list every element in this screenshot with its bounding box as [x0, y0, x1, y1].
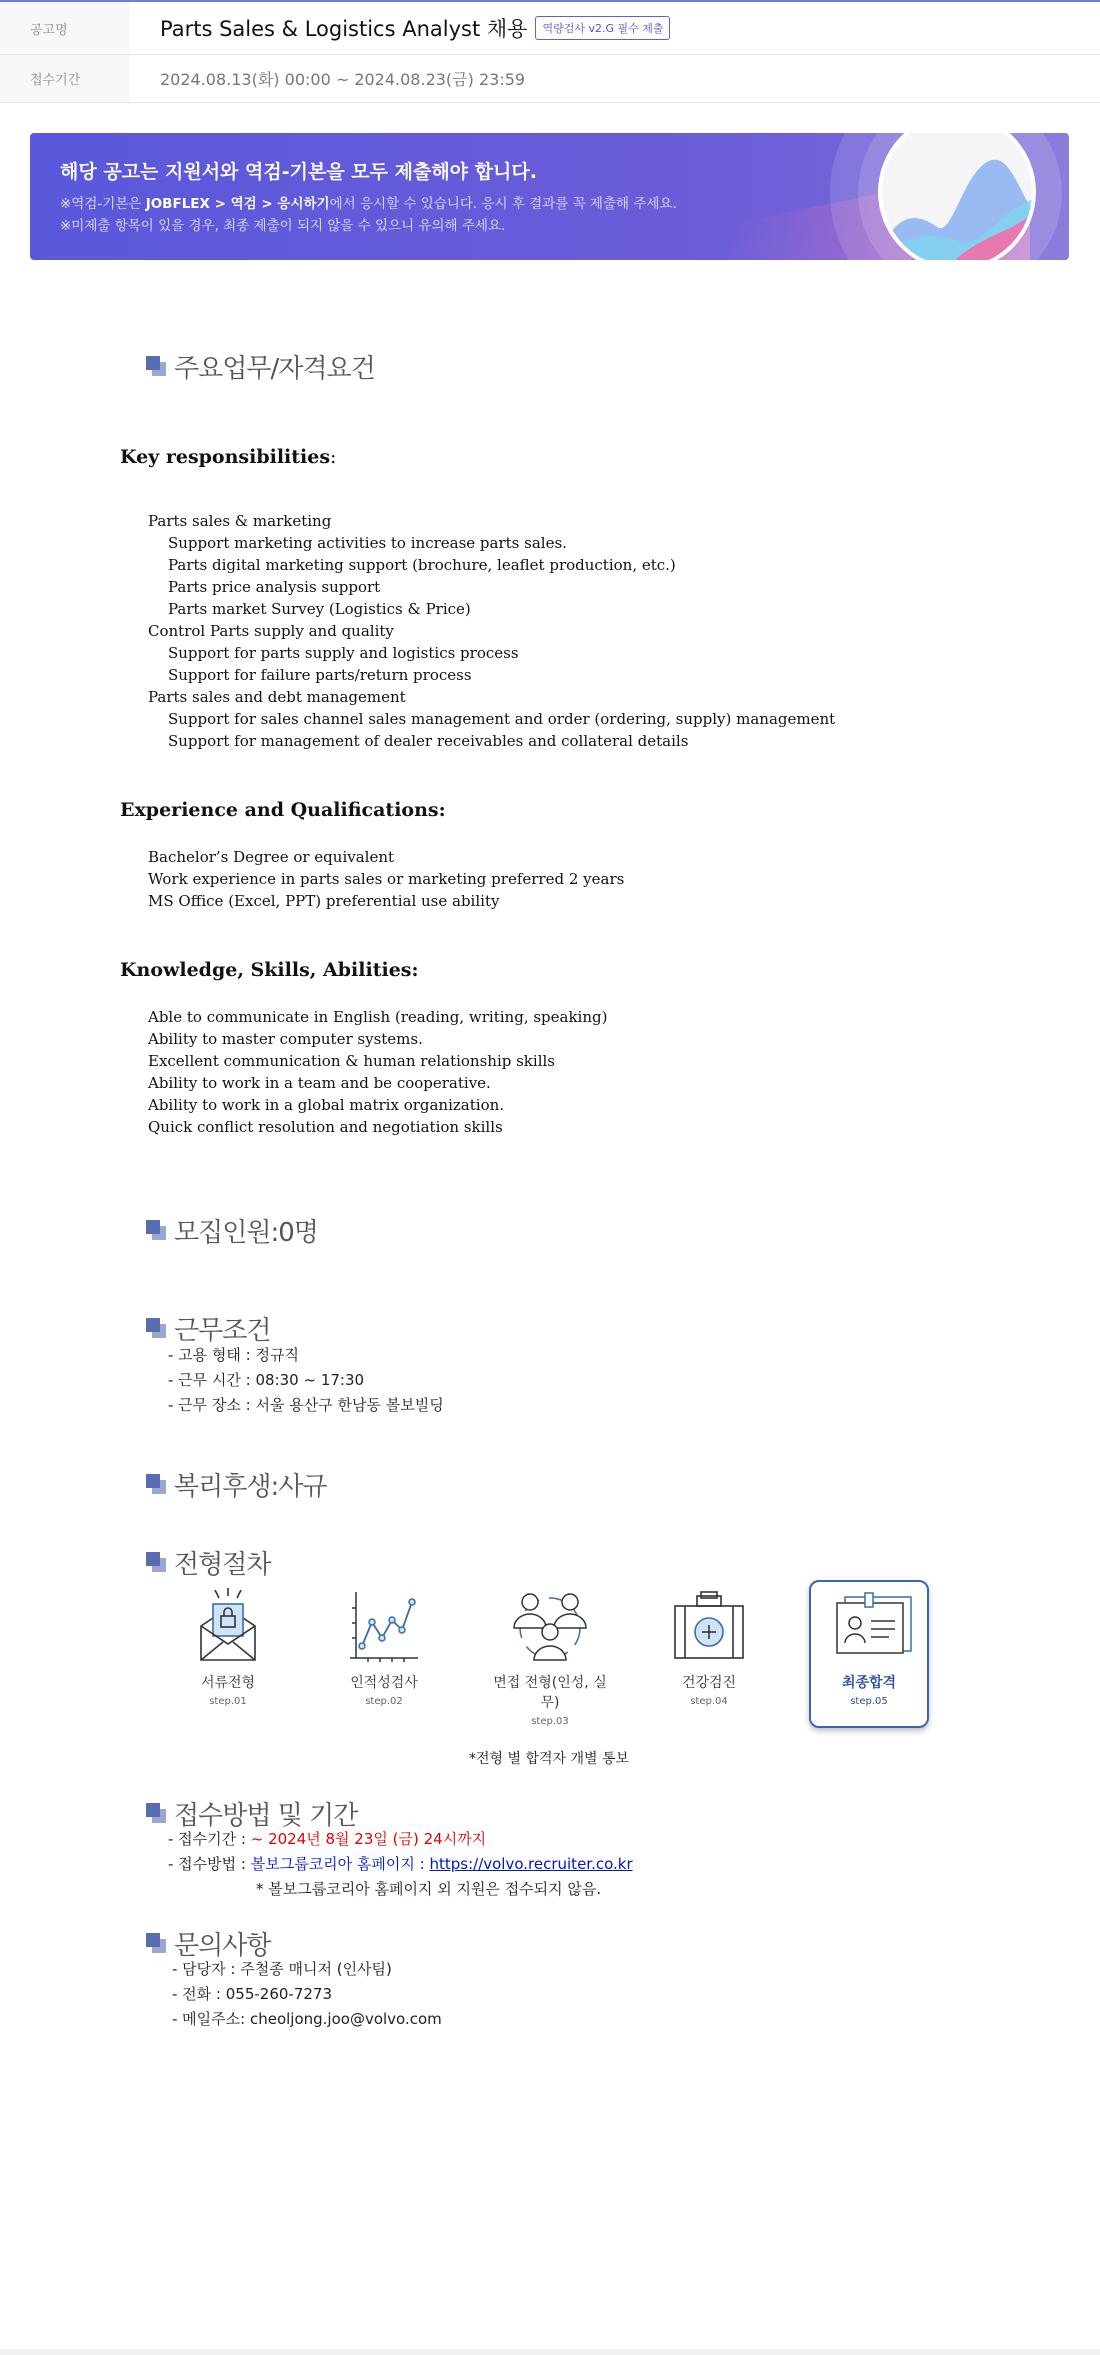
- section-process: 전형절차: [146, 1544, 270, 1581]
- step-number: step.01: [209, 1696, 247, 1707]
- condition-item: - 근무 장소 : 서울 용산구 한남동 볼보빌딩: [168, 1396, 444, 1414]
- condition-item: - 근무 시간 : 08:30 ~ 17:30: [168, 1371, 365, 1389]
- section-square-icon: [146, 1552, 168, 1574]
- title-label: 공고명: [0, 2, 130, 54]
- section-duties: 주요업무/자격요건: [146, 348, 375, 385]
- process-step-1: [168, 1582, 288, 1707]
- banner-title: 해당 공고는 지원서와 역검-기본을 모두 제출해야 합니다.: [60, 161, 537, 183]
- section-square-icon: [146, 1933, 168, 1955]
- list-item: Work experience in parts sales or marketing preferred 2 years: [148, 870, 625, 888]
- step-label: 서류전형: [200, 1675, 256, 1691]
- section-contact: 문의사항: [146, 1925, 270, 1962]
- steps-note: *전형 별 합격자 개별 통보: [469, 1751, 630, 1767]
- list-item: Support for failure parts/return process: [168, 666, 472, 684]
- section-square-icon: [146, 1474, 168, 1496]
- section-welfare: 복리후생:사규: [146, 1466, 326, 1503]
- people-group-icon: [490, 1582, 610, 1670]
- envelope-lock-icon: [168, 1582, 288, 1670]
- list-item: Ability to work in a global matrix organization.: [148, 1096, 505, 1114]
- banner-line-2: ※미제출 항목이 있을 경우, 최종 제출이 되지 않을 수 있으니 유의해 주세요.: [60, 218, 506, 234]
- skills-heading: Knowledge, Skills, Abilities:: [120, 959, 419, 981]
- footer-bar: [0, 2349, 1100, 2355]
- step-label: 건강검진: [681, 1675, 737, 1691]
- step-label: 최종합격: [841, 1675, 897, 1691]
- job-title: Parts Sales & Logistics Analyst 채용: [160, 17, 528, 41]
- apply-method: - 접수방법 : 볼보그룹코리아 홈페이지 : https://volvo.recruiter.co.kr: [168, 1855, 633, 1873]
- list-item: Able to communicate in English (reading, writing, speaking): [148, 1008, 608, 1026]
- section-square-icon: [146, 356, 168, 378]
- process-step-4: [649, 1582, 769, 1707]
- step-number: step.02: [365, 1696, 403, 1707]
- list-item: Support marketing activities to increase parts sales.: [168, 534, 567, 552]
- step-number: step.03: [531, 1716, 569, 1727]
- list-item: Parts price analysis support: [168, 578, 381, 596]
- apply-period: - 접수기간 : ~ 2024년 8월 23일 (금) 24시까지: [168, 1830, 487, 1848]
- contact-email: - 메일주소: cheoljong.joo@volvo.com: [172, 2010, 442, 2028]
- responsibilities-heading: Key responsibilities:: [120, 446, 337, 468]
- step-number: step.05: [850, 1696, 888, 1707]
- list-item: Excellent communication & human relationship skills: [148, 1052, 555, 1070]
- condition-item: - 고용 형태 : 정규직: [168, 1346, 299, 1364]
- period-row: [0, 55, 1100, 103]
- contact-phone: - 전화 : 055-260-7273: [172, 1985, 333, 2003]
- assessment-badge: 역량검사 v2.G 필수 제출: [535, 16, 670, 40]
- id-card-icon: [811, 1582, 931, 1670]
- qualifications-heading: Experience and Qualifications:: [120, 799, 446, 821]
- process-step-2: [324, 1582, 444, 1707]
- list-item: Parts market Survey (Logistics & Price): [168, 600, 471, 618]
- section-conditions: 근무조건: [146, 1310, 270, 1347]
- list-item: Control Parts supply and quality: [148, 622, 394, 640]
- list-item: Parts sales and debt management: [148, 688, 406, 706]
- section-square-icon: [146, 1803, 168, 1825]
- medical-kit-icon: [649, 1582, 769, 1670]
- section-square-icon: [146, 1220, 168, 1242]
- list-item: Parts digital marketing support (brochure, leaflet production, etc.): [168, 556, 676, 574]
- list-item: Ability to master computer systems.: [148, 1030, 423, 1048]
- recruiter-link[interactable]: https://volvo.recruiter.co.kr: [429, 1855, 633, 1873]
- list-item: Parts sales & marketing: [148, 512, 332, 530]
- line-chart-icon: [324, 1582, 444, 1670]
- list-item: Support for management of dealer receivables and collateral details: [168, 732, 689, 750]
- section-square-icon: [146, 1318, 168, 1340]
- step-number: step.04: [690, 1696, 728, 1707]
- list-item: Quick conflict resolution and negotiation skills: [148, 1118, 503, 1136]
- period-value: 2024.08.13(화) 00:00 ~ 2024.08.23(금) 23:59: [160, 70, 526, 89]
- step-label: 인적성검사: [350, 1675, 418, 1691]
- period-label: 접수기간: [0, 55, 130, 102]
- banner-line-1: ※역검-기본은 JOBFLEX > 역검 > 응시하기에서 응시할 수 있습니다. 응시 후 결과를 꼭 제출해 주세요.: [60, 196, 677, 212]
- contact-manager: - 담당자 : 주철종 매니저 (인사팀): [172, 1960, 392, 1978]
- list-item: MS Office (Excel, PPT) preferential use ability: [148, 892, 500, 910]
- title-row: [0, 2, 1100, 55]
- list-item: Ability to work in a team and be cooperative.: [148, 1074, 491, 1092]
- list-item: Bachelor’s Degree or equivalent: [148, 848, 395, 866]
- list-item: Support for parts supply and logistics process: [168, 644, 519, 662]
- list-item: Support for sales channel sales management and order (ordering, supply) management: [168, 710, 836, 728]
- step-label: 면접 전형(인성, 실무): [493, 1675, 607, 1711]
- banner-graph-icon: [878, 133, 1036, 260]
- notice-banner: [30, 133, 1069, 260]
- apply-note: * 볼보그룹코리아 홈페이지 외 지원은 접수되지 않음.: [256, 1880, 602, 1898]
- section-apply: 접수방법 및 기간: [146, 1795, 357, 1832]
- process-step-5: [809, 1580, 929, 1728]
- process-step-3: [490, 1582, 610, 1727]
- section-recruit: 모집인원:0명: [146, 1212, 318, 1249]
